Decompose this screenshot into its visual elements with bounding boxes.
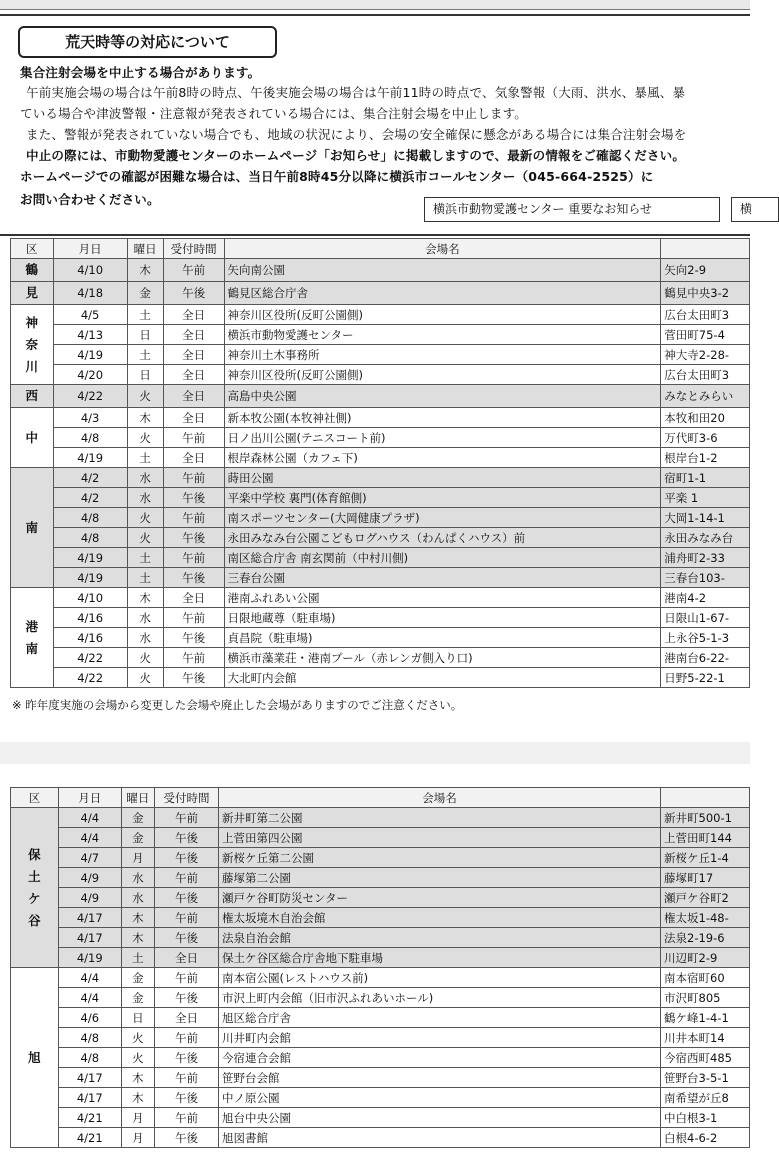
venue-table-2 — [10, 787, 750, 1148]
address-cell: 南希望が丘8 — [661, 1088, 750, 1108]
address-cell: みなとみらい — [661, 385, 750, 408]
table-row — [11, 888, 750, 908]
venue-cell: 旭台中央公園 — [219, 1108, 661, 1128]
time-cell: 午前 — [155, 1068, 219, 1088]
venue-cell: 日限地蔵尊（駐車場) — [224, 608, 661, 628]
address-cell: 笹野台3-5-1 — [661, 1068, 750, 1088]
table-row — [11, 848, 750, 868]
table-row — [11, 1088, 750, 1108]
time-cell: 午前 — [163, 468, 224, 488]
time-cell: 全日 — [163, 345, 224, 365]
table-row — [11, 928, 750, 948]
venue-cell: 新井町第二公園 — [219, 808, 661, 828]
date-cell: 4/10 — [53, 259, 127, 282]
date-cell: 4/4 — [58, 988, 121, 1008]
venue-cell: 中ノ原公園 — [219, 1088, 661, 1108]
date-cell: 4/17 — [58, 1088, 121, 1108]
time-cell: 午前 — [163, 428, 224, 448]
venue-cell: 法泉自治会館 — [219, 928, 661, 948]
table-row — [11, 508, 750, 528]
table-row — [11, 325, 750, 345]
date-cell: 4/19 — [53, 548, 127, 568]
day-cell: 金 — [121, 808, 154, 828]
day-cell: 火 — [127, 508, 163, 528]
time-cell: 午後 — [163, 282, 224, 305]
day-cell: 金 — [127, 282, 163, 305]
date-cell: 4/22 — [53, 385, 127, 408]
date-cell: 4/3 — [53, 408, 127, 428]
table-row — [11, 868, 750, 888]
address-cell: 藤塚町17 — [661, 868, 750, 888]
date-cell: 4/9 — [58, 868, 121, 888]
time-cell: 午後 — [163, 488, 224, 508]
venue-cell: 日ノ出川公園(テニスコート前) — [224, 428, 661, 448]
table-row — [11, 808, 750, 828]
day-cell: 火 — [127, 428, 163, 448]
table-row — [11, 828, 750, 848]
time-cell: 午後 — [163, 568, 224, 588]
time-cell: 全日 — [155, 1008, 219, 1028]
ward-cell: 旭 — [11, 968, 59, 1148]
day-cell: 日 — [127, 325, 163, 345]
time-cell: 全日 — [163, 365, 224, 385]
notice-line-7: お問い合わせください。 — [20, 192, 160, 207]
ward-cell: 西 — [11, 385, 54, 408]
date-cell: 4/19 — [53, 448, 127, 468]
notice-line-2: 午前実施会場の場合は午前8時の時点、午後実施会場の場合は午前11時の時点で、気象警報（大雨、洪水、暴風、暴 — [26, 85, 686, 100]
address-cell: 浦舟町2-33 — [661, 548, 750, 568]
venue-cell: 南本宿公園(レストハウス前) — [219, 968, 661, 988]
day-cell: 水 — [127, 468, 163, 488]
date-cell: 4/19 — [53, 345, 127, 365]
table-row — [11, 428, 750, 448]
venue-cell: 横浜市動物愛護センター — [224, 325, 661, 345]
table-row — [11, 1028, 750, 1048]
date-cell: 4/16 — [53, 628, 127, 648]
time-cell: 午後 — [163, 668, 224, 688]
time-cell: 午後 — [155, 988, 219, 1008]
time-cell: 午前 — [155, 868, 219, 888]
date-cell: 4/22 — [53, 648, 127, 668]
date-cell: 4/19 — [58, 948, 121, 968]
header-ward: 区 — [11, 239, 54, 259]
page-divider — [0, 742, 750, 764]
notice-line-4: また、警報が発表されていない場合でも、地域の状況により、会場の安全確保に懸念がある場合には集合注射会場を — [26, 127, 687, 142]
venue-cell: 三春台公園 — [224, 568, 661, 588]
day-cell: 土 — [127, 548, 163, 568]
venue-cell: 鶴見区総合庁舎 — [224, 282, 661, 305]
venue-cell: 新桜ケ丘第二公園 — [219, 848, 661, 868]
date-cell: 4/4 — [58, 808, 121, 828]
date-cell: 4/2 — [53, 488, 127, 508]
header-venue: 会場名 — [224, 239, 661, 259]
address-cell: 矢向2-9 — [661, 259, 750, 282]
venue-cell: 瀬戸ケ谷町防災センター — [219, 888, 661, 908]
ward-cell: 南 — [11, 468, 54, 588]
day-cell: 木 — [121, 1068, 154, 1088]
venue-cell: 保土ケ谷区総合庁舎地下駐車場 — [219, 948, 661, 968]
time-cell: 全日 — [163, 385, 224, 408]
address-cell: 南本宿町60 — [661, 968, 750, 988]
venue-cell: 神奈川区役所(反町公園側) — [224, 305, 661, 325]
day-cell: 木 — [127, 259, 163, 282]
date-cell: 4/8 — [53, 428, 127, 448]
table-row — [11, 488, 750, 508]
address-cell: 権太坂1-48- — [661, 908, 750, 928]
address-cell: 上菅田町144 — [661, 828, 750, 848]
header-day: 曜日 — [121, 788, 154, 808]
day-cell: 土 — [121, 948, 154, 968]
day-cell: 金 — [121, 988, 154, 1008]
venue-cell: 旭区総合庁舎 — [219, 1008, 661, 1028]
table-row — [11, 648, 750, 668]
header-address — [661, 788, 750, 808]
date-cell: 4/8 — [53, 508, 127, 528]
table-row — [11, 908, 750, 928]
table-row — [11, 282, 750, 305]
day-cell: 木 — [121, 908, 154, 928]
time-cell: 午前 — [163, 608, 224, 628]
address-cell: 白根4-6-2 — [661, 1128, 750, 1148]
time-cell: 午前 — [163, 548, 224, 568]
venue-cell: 貞昌院（駐車場) — [224, 628, 661, 648]
table-row — [11, 305, 750, 325]
venue-cell: 南区総合庁舎 南玄関前（中村川側) — [224, 548, 661, 568]
address-cell: 永田みなみ台 — [661, 528, 750, 548]
address-cell: 大岡1-14-1 — [661, 508, 750, 528]
date-cell: 4/8 — [58, 1048, 121, 1068]
date-cell: 4/22 — [53, 668, 127, 688]
day-cell: 月 — [121, 1108, 154, 1128]
day-cell: 日 — [127, 365, 163, 385]
date-cell: 4/17 — [58, 928, 121, 948]
time-cell: 午前 — [155, 1028, 219, 1048]
address-cell: 瀬戸ケ谷町2 — [661, 888, 750, 908]
time-cell: 午前 — [155, 1108, 219, 1128]
address-cell: 鶴見中央3-2 — [661, 282, 750, 305]
date-cell: 4/9 — [58, 888, 121, 908]
table-row — [11, 948, 750, 968]
table-row — [11, 528, 750, 548]
time-cell: 午後 — [155, 1048, 219, 1068]
time-cell: 全日 — [163, 588, 224, 608]
time-cell: 午前 — [163, 508, 224, 528]
date-cell: 4/19 — [53, 568, 127, 588]
venue-table-1 — [10, 238, 750, 688]
day-cell: 火 — [127, 648, 163, 668]
address-cell: 港南台6-22- — [661, 648, 750, 668]
time-cell: 午後 — [155, 888, 219, 908]
table-row — [11, 1068, 750, 1088]
venue-cell: 神奈川土木事務所 — [224, 345, 661, 365]
date-cell: 4/21 — [58, 1128, 121, 1148]
notice-line-1: 集合注射会場を中止する場合があります。 — [20, 65, 261, 80]
day-cell: 火 — [121, 1048, 154, 1068]
address-cell: 港南4-2 — [661, 588, 750, 608]
time-cell: 午後 — [163, 628, 224, 648]
header-time: 受付時間 — [163, 239, 224, 259]
header-ward: 区 — [11, 788, 59, 808]
day-cell: 土 — [127, 448, 163, 468]
venue-cell: 市沢上町内会館（旧市沢ふれあいホール) — [219, 988, 661, 1008]
time-cell: 午前 — [163, 259, 224, 282]
table-row — [11, 468, 750, 488]
address-cell: 本牧和田20 — [661, 408, 750, 428]
table-row — [11, 1048, 750, 1068]
day-cell: 水 — [121, 888, 154, 908]
date-cell: 4/4 — [58, 828, 121, 848]
address-cell: 中白根3-1 — [661, 1108, 750, 1128]
venue-cell: 川井町内会館 — [219, 1028, 661, 1048]
venue-cell: 新本牧公園(本牧神社側) — [224, 408, 661, 428]
table-row — [11, 259, 750, 282]
address-cell: 上永谷5-1-3 — [661, 628, 750, 648]
ward-cell: 保 土 ケ 谷 — [11, 808, 59, 968]
day-cell: 金 — [121, 968, 154, 988]
venue-cell: 高島中央公園 — [224, 385, 661, 408]
day-cell: 木 — [127, 588, 163, 608]
date-cell: 4/7 — [58, 848, 121, 868]
venue-cell: 平楽中学校 裏門(体育館側) — [224, 488, 661, 508]
address-cell: 根岸台1-2 — [661, 448, 750, 468]
table-row — [11, 988, 750, 1008]
time-cell: 午後 — [155, 848, 219, 868]
day-cell: 木 — [127, 408, 163, 428]
table-row — [11, 968, 750, 988]
venue-cell: 蒔田公園 — [224, 468, 661, 488]
table-row — [11, 448, 750, 468]
table-row — [11, 568, 750, 588]
time-cell: 午後 — [155, 828, 219, 848]
time-cell: 午前 — [155, 968, 219, 988]
day-cell: 月 — [121, 848, 154, 868]
address-cell: 日野5-22-1 — [661, 668, 750, 688]
address-cell: 広台太田町3 — [661, 365, 750, 385]
venue-cell: 矢向南公園 — [224, 259, 661, 282]
address-cell: 川井本町14 — [661, 1028, 750, 1048]
footnote: ※ 昨年度実施の会場から変更した会場や廃止した会場がありますのでご注意ください。 — [12, 698, 463, 712]
top-border-strip — [0, 0, 750, 10]
address-cell: 鶴ケ峰1-4-1 — [661, 1008, 750, 1028]
notice-line-6: ホームページでの確認が困難な場合は、当日午前8時45分以降に横浜市コールセンター（045-664-2525）に — [20, 169, 654, 184]
date-cell: 4/21 — [58, 1108, 121, 1128]
day-cell: 木 — [121, 928, 154, 948]
venue-cell: 大北町内会館 — [224, 668, 661, 688]
center-notice-link-button[interactable]: 横浜市動物愛護センター 重要なお知らせ — [424, 197, 720, 222]
header-venue: 会場名 — [219, 788, 661, 808]
address-cell: 神大寺2-28- — [661, 345, 750, 365]
day-cell: 土 — [127, 305, 163, 325]
header-date: 月日 — [58, 788, 121, 808]
day-cell: 水 — [127, 628, 163, 648]
address-cell: 日限山1-67- — [661, 608, 750, 628]
day-cell: 水 — [127, 608, 163, 628]
address-cell: 川辺町2-9 — [661, 948, 750, 968]
venue-cell: 権太坂境木自治会館 — [219, 908, 661, 928]
day-cell: 火 — [127, 668, 163, 688]
venue-cell: 南スポーツセンター(大岡健康プラザ) — [224, 508, 661, 528]
day-cell: 水 — [127, 488, 163, 508]
day-cell: 火 — [127, 528, 163, 548]
table-row — [11, 345, 750, 365]
venue-cell: 根岸森林公園（カフェ下) — [224, 448, 661, 468]
ward-cell: 鶴 — [11, 259, 54, 282]
table-row — [11, 385, 750, 408]
notice-line-5: 中止の際には、市動物愛護センターのホームページ「お知らせ」に掲載しますので、最新の情報をご確認ください。 — [26, 148, 686, 163]
day-cell: 水 — [121, 868, 154, 888]
time-cell: 全日 — [155, 948, 219, 968]
time-cell: 午前 — [155, 908, 219, 928]
time-cell: 午前 — [163, 648, 224, 668]
date-cell: 4/18 — [53, 282, 127, 305]
address-cell: 菅田町75-4 — [661, 325, 750, 345]
address-cell: 新桜ケ丘1-4 — [661, 848, 750, 868]
address-cell: 広台太田町3 — [661, 305, 750, 325]
date-cell: 4/5 — [53, 305, 127, 325]
day-cell: 日 — [121, 1008, 154, 1028]
day-cell: 土 — [127, 568, 163, 588]
table-row — [11, 588, 750, 608]
time-cell: 午後 — [155, 928, 219, 948]
venue-cell: 藤塚第二公園 — [219, 868, 661, 888]
venue-cell: 神奈川区役所(反町公園側) — [224, 365, 661, 385]
table-row — [11, 628, 750, 648]
table-row — [11, 668, 750, 688]
time-cell: 全日 — [163, 325, 224, 345]
venue-cell: 笹野台会館 — [219, 1068, 661, 1088]
table-row — [11, 548, 750, 568]
date-cell: 4/13 — [53, 325, 127, 345]
ward-cell: 見 — [11, 282, 54, 305]
ward-cell: 神 奈 川 — [11, 305, 54, 385]
address-cell: 新井町500-1 — [661, 808, 750, 828]
day-cell: 月 — [121, 1128, 154, 1148]
address-cell: 法泉2-19-6 — [661, 928, 750, 948]
table-row — [11, 1108, 750, 1128]
time-cell: 午前 — [155, 808, 219, 828]
date-cell: 4/6 — [58, 1008, 121, 1028]
time-cell: 全日 — [163, 408, 224, 428]
table-row — [11, 608, 750, 628]
date-cell: 4/17 — [58, 908, 121, 928]
venue-cell: 港南ふれあい公園 — [224, 588, 661, 608]
date-cell: 4/4 — [58, 968, 121, 988]
storm-notice-box — [0, 14, 753, 236]
header-time: 受付時間 — [155, 788, 219, 808]
address-cell: 宿町1-1 — [661, 468, 750, 488]
time-cell: 午後 — [155, 1128, 219, 1148]
table-row — [11, 365, 750, 385]
header-address — [661, 239, 750, 259]
address-cell: 平楽 1 — [661, 488, 750, 508]
venue-cell: 旭図書館 — [219, 1128, 661, 1148]
header-date: 月日 — [53, 239, 127, 259]
notice-line-3: ている場合や津波警報・注意報が発表されている場合には、集合注射会場を中止します。 — [20, 106, 528, 121]
venue-cell: 上菅田第四公園 — [219, 828, 661, 848]
second-link-button[interactable]: 横 — [731, 197, 779, 222]
venue-cell: 永田みなみ台公園こどもログハウス（わんぱくハウス）前 — [224, 528, 661, 548]
header-day: 曜日 — [127, 239, 163, 259]
address-cell: 市沢町805 — [661, 988, 750, 1008]
ward-cell: 港 南 — [11, 588, 54, 688]
address-cell: 三春台103- — [661, 568, 750, 588]
time-cell: 午後 — [155, 1088, 219, 1108]
table-row — [11, 408, 750, 428]
day-cell: 木 — [121, 1088, 154, 1108]
table-row — [11, 1008, 750, 1028]
time-cell: 全日 — [163, 448, 224, 468]
date-cell: 4/17 — [58, 1068, 121, 1088]
day-cell: 火 — [121, 1028, 154, 1048]
date-cell: 4/16 — [53, 608, 127, 628]
date-cell: 4/8 — [58, 1028, 121, 1048]
time-cell: 全日 — [163, 305, 224, 325]
date-cell: 4/10 — [53, 588, 127, 608]
notice-title: 荒天時等の対応について — [18, 26, 277, 58]
ward-cell: 中 — [11, 408, 54, 468]
day-cell: 火 — [127, 385, 163, 408]
date-cell: 4/20 — [53, 365, 127, 385]
venue-cell: 今宿連合会館 — [219, 1048, 661, 1068]
date-cell: 4/8 — [53, 528, 127, 548]
address-cell: 今宿西町485 — [661, 1048, 750, 1068]
address-cell: 万代町3-6 — [661, 428, 750, 448]
time-cell: 午後 — [163, 528, 224, 548]
date-cell: 4/2 — [53, 468, 127, 488]
table-row — [11, 1128, 750, 1148]
day-cell: 金 — [121, 828, 154, 848]
day-cell: 土 — [127, 345, 163, 365]
venue-cell: 横浜市藻業荘・港南プール（赤レンガ側入り口) — [224, 648, 661, 668]
